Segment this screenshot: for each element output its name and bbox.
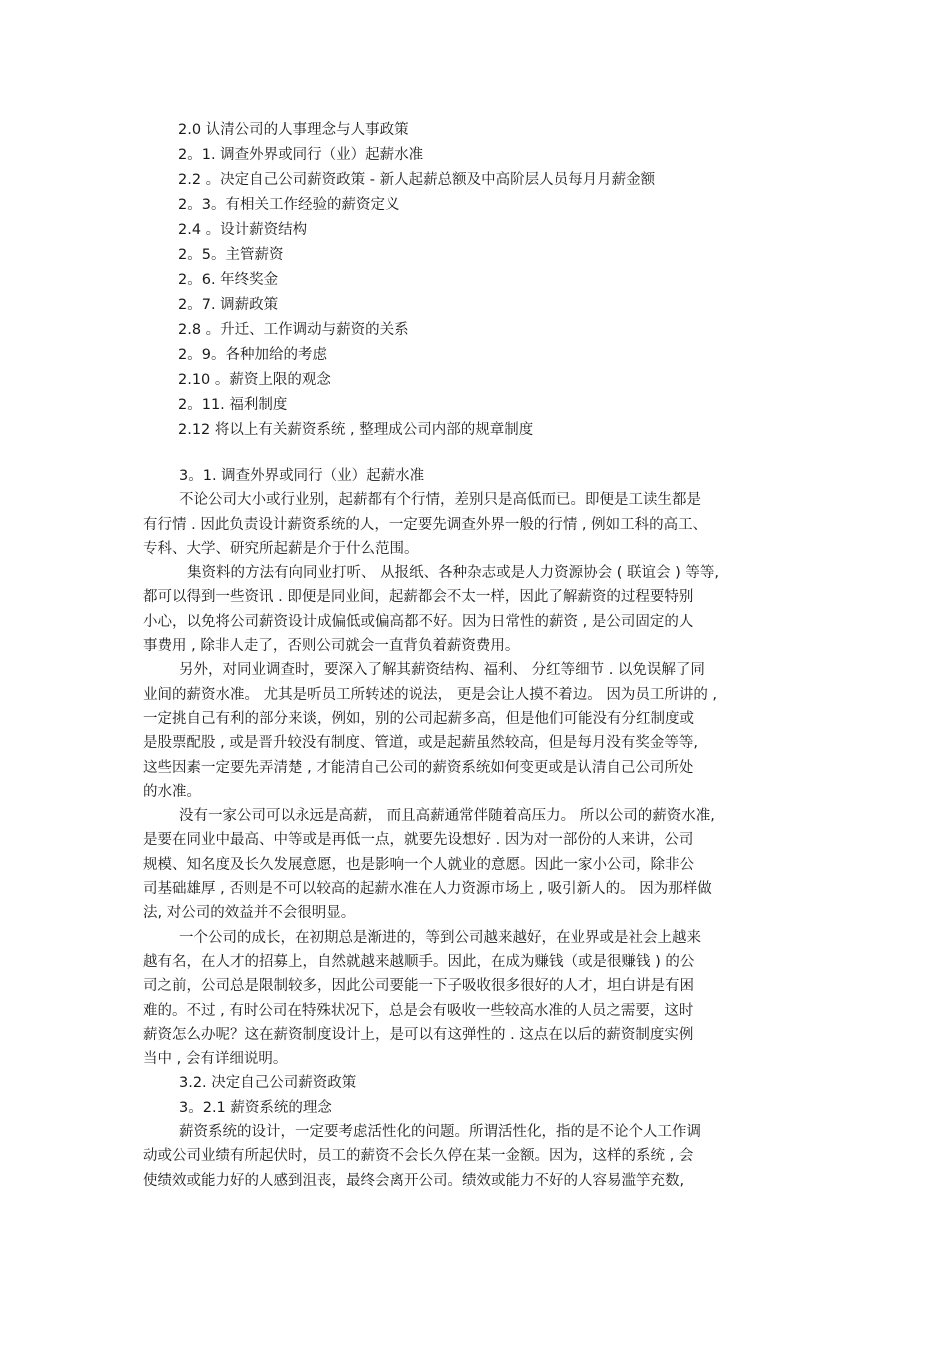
outline-item: 2。5。主管薪资 [178,247,284,263]
outline-item: 2。6. 年终奖金 [178,272,279,288]
outline-item: 2。7. 调薪政策 [178,297,279,313]
text-line: 没有一家公司可以永远是高薪， 而且高薪通常伴随着高压力。 所以公司的薪资水准, [179,808,715,825]
text-line: 动或公司业绩有所起伏时，员工的薪资不会长久停在某一金额。因为，这样的系统 , 会 [143,1148,694,1165]
text-line: 使绩效或能力好的人感到沮丧，最终会离开公司。绩效或能力不好的人容易滥竽充数, [143,1172,685,1189]
text-line: 事费用 , 除非人走了，否则公司就会一直背负着薪资费用。 [143,638,520,655]
section-heading: 3。2.1 薪资系统的理念 [179,1099,332,1116]
text-line: 难的。不过 , 有时公司在特殊状况下，总是会有吸收一些较高水准的人员之需要，这时 [143,1002,694,1019]
text-line: 司之前，公司总是限制较多，因此公司要能一下子吸收很多很好的人才，坦白讲是有困 [143,978,694,995]
text-line: 法, 对公司的效益并不会很明显。 [143,905,356,922]
text-line: 司基础雄厚 , 否则是不可以较高的起薪水准在人力资源市场上 , 吸引新人的。 因为那样做 [143,881,712,898]
body-text [143,464,808,1193]
text-line: 是股票配股 , 或是晋升较没有制度、管道，或是起薪虽然较高，但是每月没有奖金等等, [143,735,698,752]
text-line: 规模、知名度及长久发展意愿，也是影响一个人就业的意愿。因此一家小公司，除非公 [143,856,694,873]
text-line: 另外，对同业调查时，要深入了解其薪资结构、福利、 分红等细节 . 以免误解了同 [179,662,705,679]
text-line: 越有名，在人才的招募上，自然就越来越顺手。因此，在成为赚钱（或是很赚钱 ) 的公 [143,953,695,970]
text-line: 一定挑自己有利的部分来谈，例如，别的公司起薪多高，但是他们可能没有分红制度或 [143,710,694,727]
text-line: 都可以得到一些资讯 . 即便是同业间，起薪都会不太一样，因此了解薪资的过程要特别 [143,589,694,606]
outline-item: 2.2 。决定自己公司薪资政策 - 新人起薪总额及中高阶层人员每月月薪金额 [178,172,656,188]
text-line: 这些因素一定要先弄清楚 , 才能清自己公司的薪资系统如何变更或是认清自己公司所处 [143,759,694,776]
outline-item: 2.8 。升迁、工作调动与薪资的关系 [178,322,409,338]
text-line: 当中 , 会有详细说明。 [143,1051,288,1068]
text-line: 业间的薪资水准。 尤其是听员工所转述的说法， 更是会让人摸不着边。 因为员工所讲的 , [143,686,718,703]
outline-item: 2.12 将以上有关薪资系统 , 整理成公司内部的规章制度 [178,422,534,438]
section-heading: 3。1. 调查外界或同行（业）起薪水准 [179,468,425,484]
text-line: 的水准。 [143,783,201,800]
text-line: 薪资怎么办呢？这在薪资制度设计上，是可以有这弹性的 . 这点在以后的薪资制度实例 [143,1026,694,1043]
outline-item: 2。1. 调查外界或同行（业）起薪水准 [178,147,424,163]
text-line: 一个公司的成长，在初期总是渐进的，等到公司越来越好，在业界或是社会上越来 [179,929,701,946]
outline-item: 2。9。各种加给的考虑 [178,347,327,363]
text-line: 专科、大学、研究所起薪是介于什么范围。 [143,540,419,557]
text-line: 是要在同业中最高、中等或是再低一点，就要先设想好 . 因为对一部份的人来讲，公司 [143,832,694,849]
text-line: 小心，以免将公司薪资设计成偏低或偏高都不好。因为日常性的薪资 , 是公司固定的人 [143,613,694,630]
outline-item: 2.0 认清公司的人事理念与人事政策 [178,122,409,138]
outline-list [178,118,818,443]
text-line: 有行情 . 因此负责设计薪资系统的人，一定要先调查外界一般的行情 , 例如工科的高工、 [143,516,708,533]
outline-item: 2.4 。设计薪资结构 [178,222,308,238]
outline-item: 2。3。有相关工作经验的薪资定义 [178,197,400,213]
section-heading: 3.2. 决定自己公司薪资政策 [179,1075,357,1092]
outline-item: 2。11. 福利制度 [178,397,288,413]
text-line: 不论公司大小或行业别，起薪都有个行情，差别只是高低而已。即便是工读生都是 [179,492,701,509]
outline-item: 2.10 。薪资上限的观念 [178,372,331,388]
text-line: 集资料的方法有向同业打听、 从报纸、各种杂志或是人力资源协会 ( 联谊会 ) 等等, [187,565,719,582]
text-line: 薪资系统的设计，一定要考虑活性化的问题。所谓活性化，指的是不论个人工作调 [179,1124,701,1141]
